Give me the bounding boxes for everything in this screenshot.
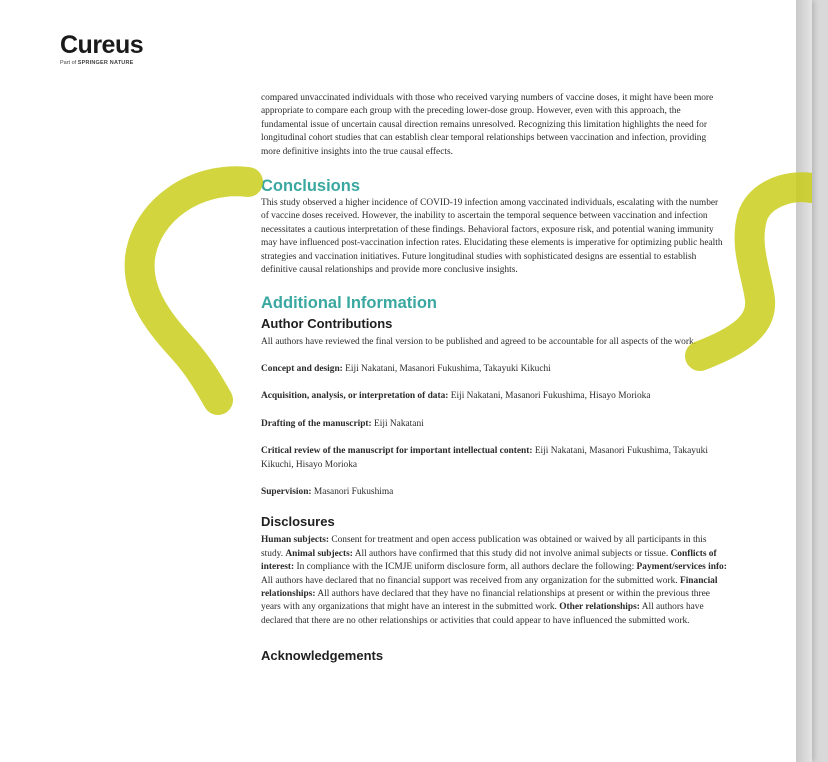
disclosure-text: All authors have declared that no financial support was received from any organization for the submitted work.	[261, 575, 678, 586]
page-edge-shadow	[796, 0, 812, 762]
conclusions-heading: Conclusions	[261, 177, 361, 196]
contribution-label: Concept and design:	[261, 363, 343, 374]
article-content	[261, 92, 727, 664]
disclosure-text: In compliance with the ICMJE uniform disclosure form, all authors declare the following:	[296, 562, 635, 573]
logo-sub-brand: SPRINGER NATURE	[77, 60, 134, 66]
contribution-label: Drafting of the manuscript:	[261, 418, 372, 429]
contribution-item	[261, 390, 727, 403]
disclosure-text: Consent for treatment and open access publication was obtained or waived by all participants in this study.	[261, 535, 707, 559]
acknowledgements-heading: Acknowledgements	[261, 648, 384, 664]
disclosure-label: Payment/services info:	[636, 562, 727, 573]
contribution-label: Supervision:	[261, 486, 312, 497]
contribution-value: Eiji Nakatani	[374, 418, 424, 429]
disclosure-label: Conflicts of interest:	[261, 548, 717, 573]
additional-info-heading: Additional Information	[261, 294, 437, 313]
contribution-label: Acquisition, analysis, or interpretation of data:	[261, 391, 449, 402]
contribution-value: Eiji Nakatani, Masanori Fukushima, Takayuki Kikuchi, Hisayo Morioka	[261, 446, 708, 470]
contribution-item	[261, 418, 727, 431]
author-contributions-heading: Author Contributions	[261, 316, 393, 332]
logo-subtitle	[60, 60, 143, 67]
contribution-item	[261, 363, 727, 376]
conclusions-body: This study observed a higher incidence of COVID-19 infection among vaccinated individuals, escalating with the number of vaccine doses received. However, the inability to ascertain the temporal sequence between vaccination and infection necessitates a cautious interpretation of these findings. Behavioral factors, exposure risk, and potential waning immunity may have influenced post-vaccination infection rates. Elucidating these elements is imperative for optimizing public health strategies and vaccination initiatives. Future longitudinal studies with sophisticated designs are essential to establish definitive causal relationships and provide more conclusive insights.	[261, 198, 723, 276]
contribution-item	[261, 445, 727, 472]
contribution-label: Critical review of the manuscript for important intellectual content:	[261, 446, 533, 457]
disclosure-label: Financial relationships:	[261, 575, 718, 599]
journal-logo	[60, 31, 143, 67]
disclosure-label: Animal subjects:	[285, 548, 353, 559]
highlighter-stroke-left	[140, 181, 248, 400]
disclosures-body	[261, 534, 727, 628]
author-contributions-statement: All authors have reviewed the final version to be published and agreed to be accountable for all aspects of the work.	[261, 337, 697, 348]
logo-name: Cureus	[60, 31, 144, 59]
disclosure-text: All authors have declared that there are no other relationships or activities that could appear to have influenced the submitted work.	[261, 602, 704, 626]
disclosure-text: All authors have confirmed that this study did not involve animal subjects or tissue.	[354, 548, 669, 559]
disclosure-text: All authors have declared that they have no financial relationships at present or within the previous three years with any organizations that might have an interest in the submitted work.	[261, 588, 710, 613]
contribution-value: Masanori Fukushima	[313, 486, 394, 497]
contribution-value: Eiji Nakatani, Masanori Fukushima, Takayuki Kikuchi	[345, 363, 551, 374]
contribution-item	[261, 486, 727, 499]
contribution-value: Eiji Nakatani, Masanori Fukushima, Hisayo Morioka	[450, 391, 651, 402]
disclosures-heading: Disclosures	[261, 514, 335, 530]
disclosure-label: Human subjects:	[261, 535, 329, 546]
disclosure-label: Other relationships:	[559, 602, 640, 613]
intro-paragraph: compared unvaccinated individuals with those who received varying numbers of vaccine doses, it might have been more appropriate to compare each group with the preceding lower-dose group. However, even with this approach, the fundamental issue of uncertain causal direction remains unresolved. Recognizing this limitation highlights the need for longitudinal cohort studies that can establish clear temporal relationships between vaccination and infection, providing more definitive insights into the true causal effects.	[261, 93, 714, 157]
logo-sub-prefix: Part of	[60, 60, 77, 66]
